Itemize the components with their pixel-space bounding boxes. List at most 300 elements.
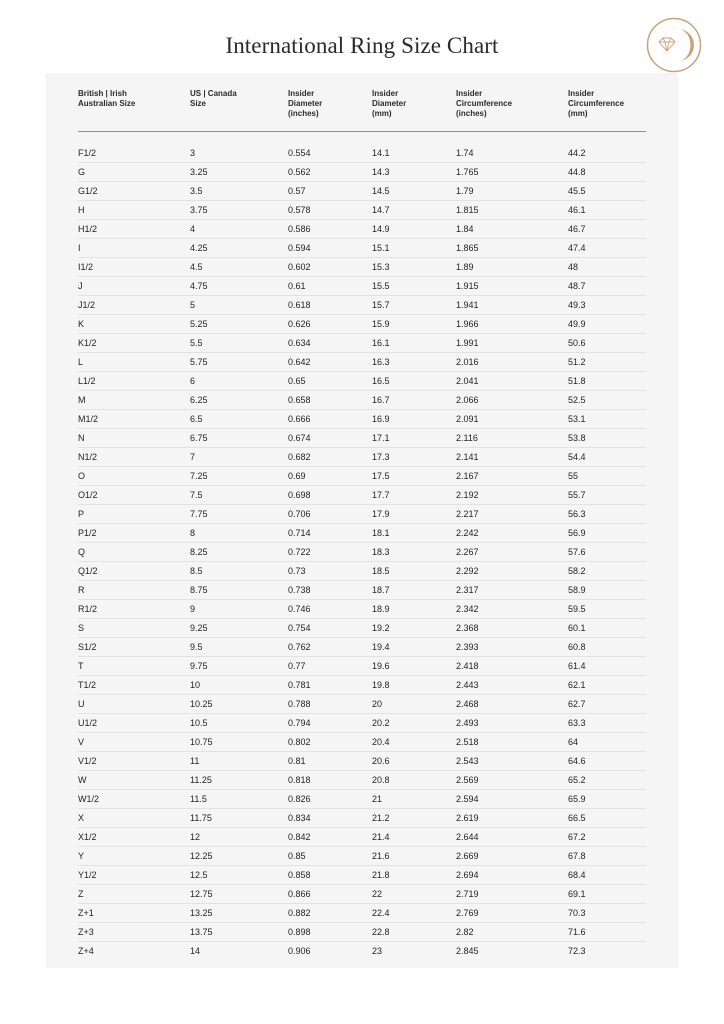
table-row xyxy=(78,790,646,809)
table-row xyxy=(78,543,646,562)
table-cell: 2.493 xyxy=(456,718,479,728)
table-cell: Y1/2 xyxy=(78,870,97,880)
table-cell: Q xyxy=(78,547,86,557)
table-cell: M1/2 xyxy=(78,414,99,424)
table-cell: 7.75 xyxy=(190,509,208,519)
table-cell: 62.7 xyxy=(568,699,586,709)
column-header-line: Insider xyxy=(288,89,315,98)
table-cell: 63.3 xyxy=(568,718,586,728)
table-cell: 4.75 xyxy=(190,281,208,291)
table-cell: 21 xyxy=(372,794,383,804)
table-cell: 13.75 xyxy=(190,927,213,937)
table-cell: P1/2 xyxy=(78,528,97,538)
table-cell: 8 xyxy=(190,528,196,538)
table-row xyxy=(78,448,646,467)
table-cell: N1/2 xyxy=(78,452,98,462)
table-cell: 1.79 xyxy=(456,186,474,196)
table-cell: 0.834 xyxy=(288,813,311,823)
table-cell: 22.8 xyxy=(372,927,390,937)
table-row xyxy=(78,866,646,885)
table-cell: 19.2 xyxy=(372,623,390,633)
table-cell: 64 xyxy=(568,737,579,747)
table-cell: T1/2 xyxy=(78,680,97,690)
table-cell: 12 xyxy=(190,832,201,842)
table-cell: 0.882 xyxy=(288,908,311,918)
table-cell: 2.569 xyxy=(456,775,479,785)
table-cell: 18.5 xyxy=(372,566,390,576)
table-row xyxy=(78,562,646,581)
table-row xyxy=(78,847,646,866)
table-cell: 14.9 xyxy=(372,224,390,234)
table-cell: 15.7 xyxy=(372,300,390,310)
table-cell: 65.2 xyxy=(568,775,586,785)
table-row xyxy=(78,182,646,201)
table-cell: I xyxy=(78,243,81,253)
column-header-line: British | Irish xyxy=(78,89,127,98)
table-row xyxy=(78,144,646,163)
table-cell: 0.842 xyxy=(288,832,311,842)
table-cell: 19.4 xyxy=(372,642,390,652)
table-row xyxy=(78,600,646,619)
table-cell: 46.7 xyxy=(568,224,586,234)
table-row xyxy=(78,296,646,315)
table-cell: 0.578 xyxy=(288,205,311,215)
table-cell: 2.443 xyxy=(456,680,479,690)
table-cell: 1.84 xyxy=(456,224,474,234)
table-cell: 2.769 xyxy=(456,908,479,918)
table-cell: 56.9 xyxy=(568,528,586,538)
table-cell: 60.8 xyxy=(568,642,586,652)
table-cell: 2.82 xyxy=(456,927,474,937)
table-header xyxy=(78,89,646,131)
table-cell: 50.6 xyxy=(568,338,586,348)
table-cell: 2.594 xyxy=(456,794,479,804)
table-cell: 53.1 xyxy=(568,414,586,424)
table-cell: 18.1 xyxy=(372,528,390,538)
table-row xyxy=(78,733,646,752)
table-cell: G1/2 xyxy=(78,186,98,196)
table-cell: X1/2 xyxy=(78,832,97,842)
table-cell: 21.2 xyxy=(372,813,390,823)
table-cell: 2.016 xyxy=(456,357,479,367)
table-cell: 22 xyxy=(372,889,383,899)
table-cell: 14.7 xyxy=(372,205,390,215)
table-cell: 10.75 xyxy=(190,737,213,747)
table-cell: R1/2 xyxy=(78,604,98,614)
column-header-line: US | Canada xyxy=(190,89,237,98)
table-cell: 0.826 xyxy=(288,794,311,804)
table-cell: 2.543 xyxy=(456,756,479,766)
table-cell: 7.25 xyxy=(190,471,208,481)
column-header xyxy=(456,89,512,119)
table-cell: 65.9 xyxy=(568,794,586,804)
table-cell: 20.8 xyxy=(372,775,390,785)
column-header-line: Circumference xyxy=(568,99,625,108)
table-row xyxy=(78,752,646,771)
column-header-line: Diameter xyxy=(288,99,323,108)
table-cell: 2.518 xyxy=(456,737,479,747)
table-cell: 0.706 xyxy=(288,509,311,519)
size-chart-table xyxy=(46,73,678,968)
table-cell: 20.4 xyxy=(372,737,390,747)
table-cell: 3.75 xyxy=(190,205,208,215)
table-cell: 1.915 xyxy=(456,281,479,291)
table-row xyxy=(78,277,646,296)
table-cell: 58.9 xyxy=(568,585,586,595)
table-cell: Z xyxy=(78,889,84,899)
table-cell: 0.714 xyxy=(288,528,311,538)
table-cell: 0.802 xyxy=(288,737,311,747)
table-cell: 9 xyxy=(190,604,196,614)
table-cell: Y xyxy=(78,851,85,861)
table-cell: 0.626 xyxy=(288,319,311,329)
column-header xyxy=(288,89,322,119)
table-cell: 60.1 xyxy=(568,623,586,633)
table-row xyxy=(78,714,646,733)
table-cell: 0.562 xyxy=(288,167,311,177)
table-row xyxy=(78,353,646,372)
column-header-line: Insider xyxy=(372,89,399,98)
column-header-line: (inches) xyxy=(456,109,487,118)
table-cell: 16.5 xyxy=(372,376,390,386)
table-cell: 9.5 xyxy=(190,642,203,652)
table-cell: 12.75 xyxy=(190,889,213,899)
table-cell: 2.669 xyxy=(456,851,479,861)
table-row xyxy=(78,581,646,600)
table-cell: R xyxy=(78,585,85,595)
table-cell: 69.1 xyxy=(568,889,586,899)
table-cell: 72.3 xyxy=(568,946,586,956)
table-cell: 64.6 xyxy=(568,756,586,766)
column-header-line: Size xyxy=(190,99,207,108)
column-header xyxy=(372,89,406,119)
table-cell: 45.5 xyxy=(568,186,586,196)
table-cell: 2.116 xyxy=(456,433,478,443)
table-cell: 0.73 xyxy=(288,566,306,576)
table-cell: 1.89 xyxy=(456,262,474,272)
table-cell: 7.5 xyxy=(190,490,203,500)
column-header-line: Diameter xyxy=(372,99,407,108)
table-cell: 0.61 xyxy=(288,281,306,291)
table-cell: 20 xyxy=(372,699,383,709)
table-cell: 66.5 xyxy=(568,813,586,823)
table-cell: 6 xyxy=(190,376,196,386)
column-header-line: (mm) xyxy=(372,109,392,118)
table-cell: 62.1 xyxy=(568,680,586,690)
table-cell: 70.3 xyxy=(568,908,586,918)
table-cell: 2.342 xyxy=(456,604,479,614)
table-cell: 54.4 xyxy=(568,452,586,462)
table-cell: 2.192 xyxy=(456,490,479,500)
table-row xyxy=(78,258,646,277)
table-row xyxy=(78,334,646,353)
table-cell: 18.9 xyxy=(372,604,390,614)
table-cell: 2.845 xyxy=(456,946,479,956)
table-cell: 0.642 xyxy=(288,357,311,367)
table-row xyxy=(78,201,646,220)
table-cell: 2.317 xyxy=(456,585,479,595)
table-cell: 17.1 xyxy=(372,433,390,443)
table-cell: H1/2 xyxy=(78,224,98,234)
table-row xyxy=(78,809,646,828)
table-cell: V1/2 xyxy=(78,756,97,766)
table-cell: 2.217 xyxy=(456,509,479,519)
table-cell: 2.418 xyxy=(456,661,479,671)
table-row xyxy=(78,391,646,410)
table-cell: 6.5 xyxy=(190,414,203,424)
table-row xyxy=(78,524,646,543)
moon-diamond-icon xyxy=(646,17,702,73)
table-row xyxy=(78,372,646,391)
page-title: International Ring Size Chart xyxy=(225,33,499,58)
table-cell: 8.75 xyxy=(190,585,208,595)
table-cell: 0.866 xyxy=(288,889,311,899)
table-cell: M xyxy=(78,395,86,405)
table-row xyxy=(78,923,646,942)
table-cell: 14 xyxy=(190,946,201,956)
table-cell: 0.682 xyxy=(288,452,311,462)
table-cell: 56.3 xyxy=(568,509,586,519)
table-cell: 6.75 xyxy=(190,433,208,443)
table-cell: 51.2 xyxy=(568,357,586,367)
table-cell: U1/2 xyxy=(78,718,98,728)
table-cell: 13.25 xyxy=(190,908,213,918)
table-cell: 4.25 xyxy=(190,243,208,253)
table-cell: 48 xyxy=(568,262,579,272)
table-cell: 0.554 xyxy=(288,148,311,158)
table-row xyxy=(78,657,646,676)
table-cell: 0.634 xyxy=(288,338,311,348)
table-cell: X xyxy=(78,813,85,823)
table-cell: 9.75 xyxy=(190,661,208,671)
table-cell: 0.69 xyxy=(288,471,306,481)
header-divider xyxy=(78,131,646,132)
table-cell: 1.74 xyxy=(456,148,474,158)
table-cell: 2.167 xyxy=(456,471,479,481)
table-row xyxy=(78,885,646,904)
table-cell: 49.3 xyxy=(568,300,586,310)
table-cell: 0.698 xyxy=(288,490,311,500)
table-cell: 11.5 xyxy=(190,794,207,804)
table-cell: 61.4 xyxy=(568,661,586,671)
table-cell: V xyxy=(78,737,85,747)
table-cell: 21.6 xyxy=(372,851,390,861)
table-cell: 51.8 xyxy=(568,376,586,386)
table-cell: 0.65 xyxy=(288,376,306,386)
table-cell: 5.25 xyxy=(190,319,208,329)
table-cell: K1/2 xyxy=(78,338,97,348)
table-cell: 4.5 xyxy=(190,262,203,272)
table-cell: 19.8 xyxy=(372,680,390,690)
table-cell: 21.4 xyxy=(372,832,390,842)
table-cell: 2.091 xyxy=(456,414,479,424)
table-cell: 2.719 xyxy=(456,889,479,899)
table-cell: 15.9 xyxy=(372,319,390,329)
table-cell: 49.9 xyxy=(568,319,586,329)
table-cell: 3.5 xyxy=(190,186,203,196)
table-cell: 3 xyxy=(190,148,196,158)
table-cell: 15.5 xyxy=(372,281,390,291)
table-cell: 5.5 xyxy=(190,338,203,348)
table-cell: W xyxy=(78,775,87,785)
table-cell: 15.3 xyxy=(372,262,390,272)
table-row xyxy=(78,410,646,429)
table-cell: 0.57 xyxy=(288,186,306,196)
table-cell: O xyxy=(78,471,86,481)
table-cell: 0.898 xyxy=(288,927,311,937)
table-cell: N xyxy=(78,433,85,443)
table-cell: 57.6 xyxy=(568,547,586,557)
table-cell: 20.6 xyxy=(372,756,390,766)
table-cell: 16.3 xyxy=(372,357,390,367)
table-cell: 53.8 xyxy=(568,433,586,443)
table-cell: 2.141 xyxy=(456,452,479,462)
table-cell: 0.85 xyxy=(288,851,306,861)
table-cell: 48.7 xyxy=(568,281,586,291)
table-cell: 0.858 xyxy=(288,870,311,880)
table-row xyxy=(78,676,646,695)
column-header-line: (mm) xyxy=(568,109,588,118)
table-row xyxy=(78,239,646,258)
table-row xyxy=(78,163,646,182)
table-cell: 18.7 xyxy=(372,585,390,595)
table-cell: 11.25 xyxy=(190,775,212,785)
table-cell: 1.966 xyxy=(456,319,479,329)
table-cell: 0.81 xyxy=(288,756,306,766)
table-cell: 55.7 xyxy=(568,490,586,500)
table-cell: L xyxy=(78,357,84,367)
table-cell: 0.666 xyxy=(288,414,311,424)
column-header-line: Insider xyxy=(456,89,483,98)
table-cell: G xyxy=(78,167,86,177)
table-cell: 10.25 xyxy=(190,699,213,709)
table-cell: 1.865 xyxy=(456,243,479,253)
table-cell: 0.818 xyxy=(288,775,311,785)
table-cell: 11 xyxy=(190,756,200,766)
table-cell: 2.242 xyxy=(456,528,479,538)
table-cell: 7 xyxy=(190,452,196,462)
table-body xyxy=(78,144,646,961)
table-cell: 0.781 xyxy=(288,680,311,690)
table-cell: F1/2 xyxy=(78,148,97,158)
table-cell: 1.991 xyxy=(456,338,479,348)
table-cell: 14.5 xyxy=(372,186,390,196)
table-cell: P xyxy=(78,509,85,519)
table-row xyxy=(78,486,646,505)
column-header xyxy=(78,89,135,109)
table-row xyxy=(78,828,646,847)
table-cell: 0.674 xyxy=(288,433,311,443)
table-cell: 0.586 xyxy=(288,224,311,234)
table-cell: 17.7 xyxy=(372,490,390,500)
table-cell: 2.393 xyxy=(456,642,479,652)
table-row xyxy=(78,505,646,524)
table-cell: 0.746 xyxy=(288,604,311,614)
table-cell: 14.3 xyxy=(372,167,390,177)
column-header-line: (inches) xyxy=(288,109,319,118)
table-cell: 2.468 xyxy=(456,699,479,709)
table-cell: 10 xyxy=(190,680,201,690)
table-cell: U xyxy=(78,699,85,709)
table-cell: 58.2 xyxy=(568,566,586,576)
table-cell: 22.4 xyxy=(372,908,390,918)
table-cell: S1/2 xyxy=(78,642,97,652)
column-header-line: Insider xyxy=(568,89,595,98)
table-cell: Z+3 xyxy=(78,927,94,937)
column-header-line: Australian Size xyxy=(78,99,136,108)
table-cell: O1/2 xyxy=(78,490,98,500)
table-cell: 0.762 xyxy=(288,642,311,652)
table-cell: 2.619 xyxy=(456,813,479,823)
table-cell: 17.5 xyxy=(372,471,390,481)
table-cell: 0.77 xyxy=(288,661,306,671)
table-cell: 46.1 xyxy=(568,205,586,215)
table-cell: 5 xyxy=(190,300,196,310)
table-cell: 55 xyxy=(568,471,579,481)
table-row xyxy=(78,429,646,448)
table-cell: 16.9 xyxy=(372,414,390,424)
table-cell: 67.2 xyxy=(568,832,586,842)
table-cell: 14.1 xyxy=(372,148,390,158)
table-cell: 8.5 xyxy=(190,566,203,576)
table-cell: 52.5 xyxy=(568,395,586,405)
table-cell: 6.25 xyxy=(190,395,208,405)
table-cell: 8.25 xyxy=(190,547,208,557)
table-cell: 1.941 xyxy=(456,300,479,310)
table-cell: 3.25 xyxy=(190,167,208,177)
table-cell: 20.2 xyxy=(372,718,390,728)
table-cell: 5.75 xyxy=(190,357,208,367)
table-row xyxy=(78,695,646,714)
table-cell: 0.788 xyxy=(288,699,311,709)
table-cell: 2.644 xyxy=(456,832,479,842)
table-cell: 17.3 xyxy=(372,452,390,462)
table-row xyxy=(78,638,646,657)
table-cell: 2.066 xyxy=(456,395,479,405)
table-cell: 12.5 xyxy=(190,870,208,880)
column-header xyxy=(190,89,237,109)
table-cell: K xyxy=(78,319,85,329)
table-cell: 0.754 xyxy=(288,623,311,633)
table-cell: 19.6 xyxy=(372,661,390,671)
table-cell: 15.1 xyxy=(372,243,390,253)
table-row xyxy=(78,942,646,961)
table-cell: 0.794 xyxy=(288,718,311,728)
table-cell: 17.9 xyxy=(372,509,390,519)
table-cell: 0.906 xyxy=(288,946,311,956)
table-cell: 0.722 xyxy=(288,547,311,557)
table-cell: 9.25 xyxy=(190,623,208,633)
table-cell: 44.8 xyxy=(568,167,586,177)
table-cell: 2.267 xyxy=(456,547,479,557)
table-cell: T xyxy=(78,661,84,671)
table-cell: H xyxy=(78,205,85,215)
table-cell: 59.5 xyxy=(568,604,586,614)
table-cell: J xyxy=(78,281,83,291)
table-cell: L1/2 xyxy=(78,376,96,386)
table-cell: 12.25 xyxy=(190,851,213,861)
table-cell: 0.594 xyxy=(288,243,311,253)
table-cell: 44.2 xyxy=(568,148,586,158)
column-header-line: Circumference xyxy=(456,99,513,108)
table-row xyxy=(78,904,646,923)
table-cell: Q1/2 xyxy=(78,566,98,576)
table-cell: Z+1 xyxy=(78,908,94,918)
table-cell: S xyxy=(78,623,85,633)
table-cell: 68.4 xyxy=(568,870,586,880)
table-row xyxy=(78,619,646,638)
table-cell: 0.602 xyxy=(288,262,311,272)
